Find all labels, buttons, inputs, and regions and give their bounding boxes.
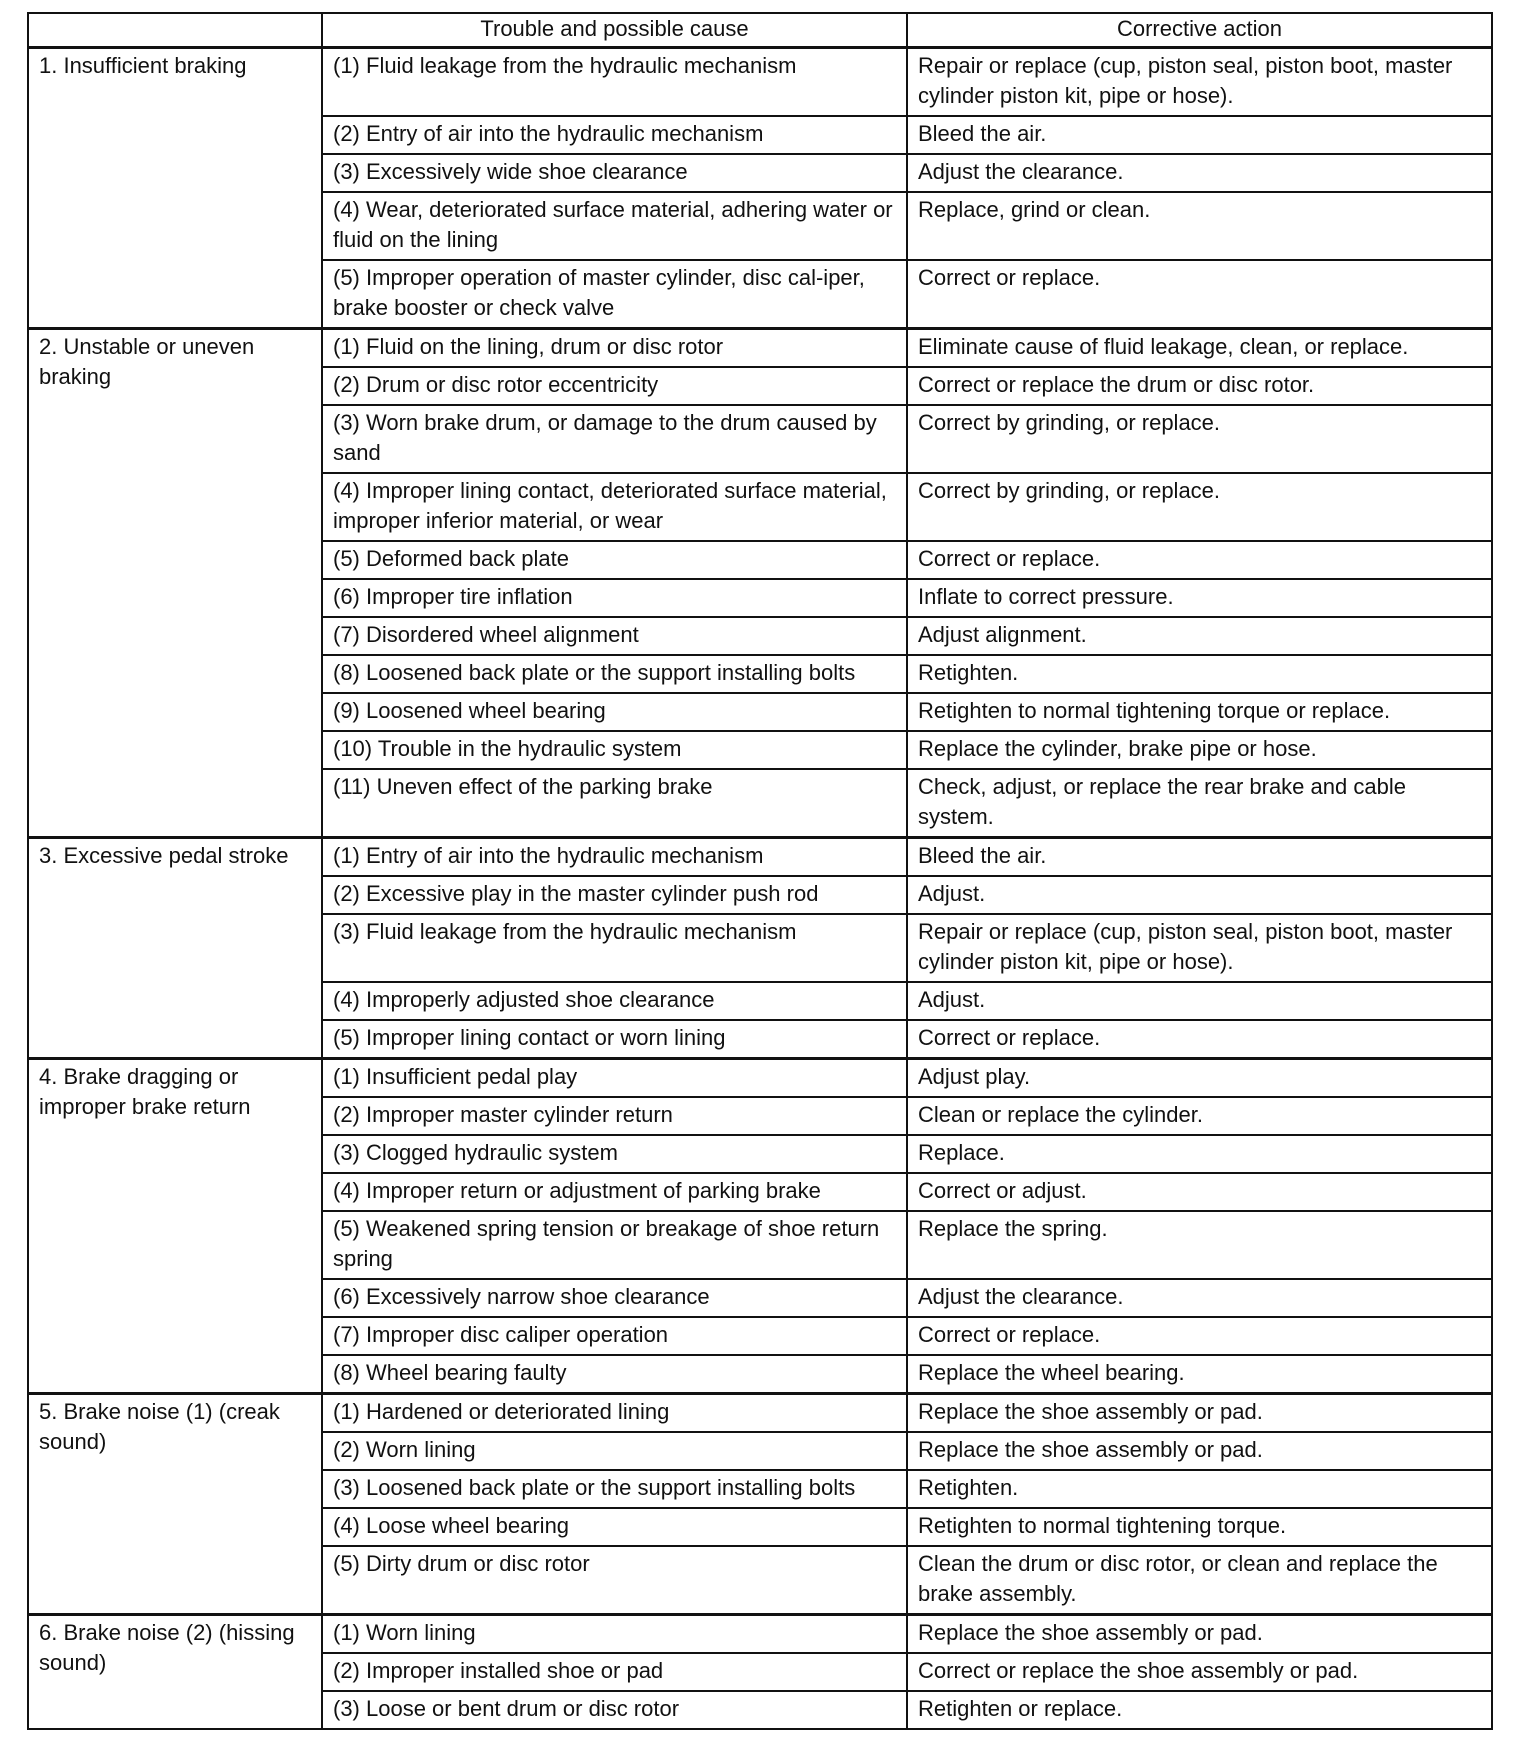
cause-cell: (2) Drum or disc rotor eccentricity [322, 367, 907, 405]
action-cell: Check, adjust, or replace the rear brake and cable system. [907, 769, 1492, 838]
cause-cell: (5) Weakened spring tension or breakage of shoe return spring [322, 1211, 907, 1279]
cause-cell: (5) Deformed back plate [322, 541, 907, 579]
action-cell: Eliminate cause of fluid leakage, clean, or replace. [907, 329, 1492, 368]
action-cell: Retighten to normal tightening torque or replace. [907, 693, 1492, 731]
brake-troubleshooting-table [27, 12, 1493, 1730]
cause-cell: (2) Excessive play in the master cylinder push rod [322, 876, 907, 914]
action-cell: Correct by grinding, or replace. [907, 473, 1492, 541]
cause-cell: (4) Wear, deteriorated surface material, adhering water or fluid on the lining [322, 192, 907, 260]
action-cell: Replace. [907, 1135, 1492, 1173]
action-cell: Correct or replace the shoe assembly or pad. [907, 1653, 1492, 1691]
cause-cell: (11) Uneven effect of the parking brake [322, 769, 907, 838]
table-row [28, 1394, 1492, 1433]
action-cell: Replace the spring. [907, 1211, 1492, 1279]
cause-cell: (3) Loosened back plate or the support installing bolts [322, 1470, 907, 1508]
table-row [28, 1615, 1492, 1654]
action-cell: Retighten or replace. [907, 1691, 1492, 1729]
action-cell: Correct or replace. [907, 1317, 1492, 1355]
table-row [28, 838, 1492, 877]
cause-cell: (3) Fluid leakage from the hydraulic mechanism [322, 914, 907, 982]
cause-cell: (6) Improper tire inflation [322, 579, 907, 617]
action-cell: Bleed the air. [907, 116, 1492, 154]
cause-cell: (3) Worn brake drum, or damage to the drum caused by sand [322, 405, 907, 473]
cause-cell: (1) Fluid on the lining, drum or disc rotor [322, 329, 907, 368]
cause-cell: (4) Loose wheel bearing [322, 1508, 907, 1546]
action-cell: Replace the shoe assembly or pad. [907, 1394, 1492, 1433]
cause-cell: (5) Dirty drum or disc rotor [322, 1546, 907, 1615]
action-cell: Retighten. [907, 1470, 1492, 1508]
action-cell: Replace the shoe assembly or pad. [907, 1615, 1492, 1654]
symptom-cell: 6. Brake noise (2) (hissing sound) [28, 1615, 322, 1730]
table-row [28, 1059, 1492, 1098]
action-cell: Clean the drum or disc rotor, or clean and replace the brake assembly. [907, 1546, 1492, 1615]
action-cell: Repair or replace (cup, piston seal, piston boot, master cylinder piston kit, pipe or hose). [907, 914, 1492, 982]
action-cell: Replace the wheel bearing. [907, 1355, 1492, 1394]
cause-cell: (2) Improper master cylinder return [322, 1097, 907, 1135]
header-trouble-cause: Trouble and possible cause [322, 13, 907, 48]
cause-cell: (7) Improper disc caliper operation [322, 1317, 907, 1355]
action-cell: Bleed the air. [907, 838, 1492, 877]
action-cell: Inflate to correct pressure. [907, 579, 1492, 617]
action-cell: Adjust. [907, 876, 1492, 914]
cause-cell: (1) Fluid leakage from the hydraulic mechanism [322, 48, 907, 117]
header-corrective-action: Corrective action [907, 13, 1492, 48]
action-cell: Correct or replace. [907, 1020, 1492, 1059]
cause-cell: (5) Improper operation of master cylinder, disc cal-iper, brake booster or check valve [322, 260, 907, 329]
cause-cell: (1) Hardened or deteriorated lining [322, 1394, 907, 1433]
table-row [28, 48, 1492, 117]
action-cell: Adjust alignment. [907, 617, 1492, 655]
action-cell: Correct or adjust. [907, 1173, 1492, 1211]
cause-cell: (8) Loosened back plate or the support installing bolts [322, 655, 907, 693]
cause-cell: (8) Wheel bearing faulty [322, 1355, 907, 1394]
cause-cell: (2) Entry of air into the hydraulic mechanism [322, 116, 907, 154]
action-cell: Correct or replace the drum or disc rotor. [907, 367, 1492, 405]
cause-cell: (5) Improper lining contact or worn lining [322, 1020, 907, 1059]
header-symptom [28, 13, 322, 48]
cause-cell: (3) Excessively wide shoe clearance [322, 154, 907, 192]
action-cell: Correct or replace. [907, 541, 1492, 579]
action-cell: Adjust. [907, 982, 1492, 1020]
cause-cell: (1) Worn lining [322, 1615, 907, 1654]
symptom-cell: 1. Insufficient braking [28, 48, 322, 329]
symptom-cell: 3. Excessive pedal stroke [28, 838, 322, 1059]
cause-cell: (1) Entry of air into the hydraulic mechanism [322, 838, 907, 877]
action-cell: Replace, grind or clean. [907, 192, 1492, 260]
cause-cell: (4) Improper return or adjustment of parking brake [322, 1173, 907, 1211]
action-cell: Repair or replace (cup, piston seal, piston boot, master cylinder piston kit, pipe or hose). [907, 48, 1492, 117]
cause-cell: (10) Trouble in the hydraulic system [322, 731, 907, 769]
cause-cell: (3) Loose or bent drum or disc rotor [322, 1691, 907, 1729]
cause-cell: (7) Disordered wheel alignment [322, 617, 907, 655]
table-body [28, 48, 1492, 1730]
action-cell: Correct by grinding, or replace. [907, 405, 1492, 473]
table-row [28, 329, 1492, 368]
troubleshooting-sheet [27, 12, 1491, 1730]
action-cell: Clean or replace the cylinder. [907, 1097, 1492, 1135]
cause-cell: (3) Clogged hydraulic system [322, 1135, 907, 1173]
cause-cell: (1) Insufficient pedal play [322, 1059, 907, 1098]
action-cell: Adjust play. [907, 1059, 1492, 1098]
cause-cell: (2) Improper installed shoe or pad [322, 1653, 907, 1691]
action-cell: Retighten. [907, 655, 1492, 693]
symptom-cell: 5. Brake noise (1) (creak sound) [28, 1394, 322, 1615]
action-cell: Retighten to normal tightening torque. [907, 1508, 1492, 1546]
action-cell: Replace the shoe assembly or pad. [907, 1432, 1492, 1470]
cause-cell: (6) Excessively narrow shoe clearance [322, 1279, 907, 1317]
table-header [28, 13, 1492, 48]
cause-cell: (4) Improper lining contact, deteriorated surface material, improper inferior material, or wear [322, 473, 907, 541]
cause-cell: (9) Loosened wheel bearing [322, 693, 907, 731]
header-row [28, 13, 1492, 48]
cause-cell: (2) Worn lining [322, 1432, 907, 1470]
action-cell: Adjust the clearance. [907, 154, 1492, 192]
symptom-cell: 4. Brake dragging or improper brake return [28, 1059, 322, 1394]
cause-cell: (4) Improperly adjusted shoe clearance [322, 982, 907, 1020]
action-cell: Correct or replace. [907, 260, 1492, 329]
action-cell: Replace the cylinder, brake pipe or hose. [907, 731, 1492, 769]
symptom-cell: 2. Unstable or uneven braking [28, 329, 322, 838]
action-cell: Adjust the clearance. [907, 1279, 1492, 1317]
